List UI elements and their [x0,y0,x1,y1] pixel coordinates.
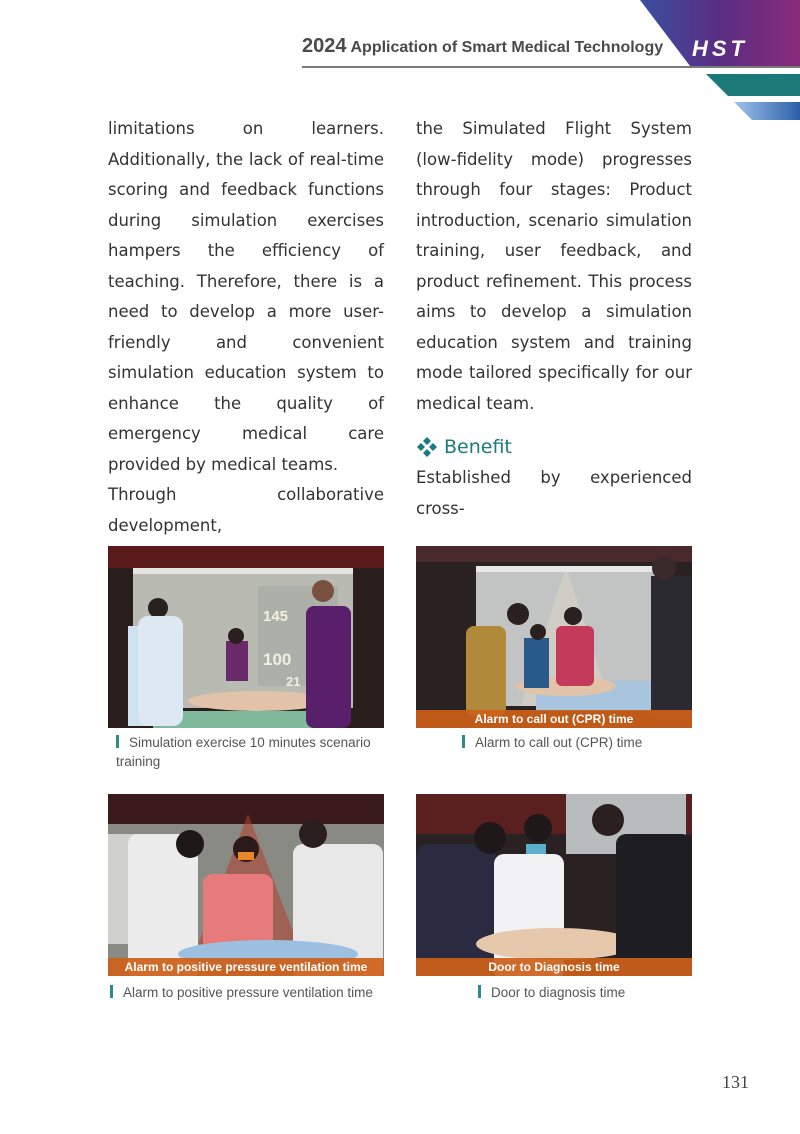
corner-decoration [0,0,800,130]
benefit-heading [416,431,692,463]
running-header [302,35,663,58]
benefit-heading-text: Benefit [444,436,512,458]
photo-simulation-exercise [108,546,384,728]
page-number: 131 [722,1072,749,1092]
photo-door-to-diagnosis [416,794,692,976]
right-column [416,114,692,524]
header-rule [302,66,800,68]
photo-cpr-callout [416,546,692,728]
caption-4 [478,983,688,1002]
caption-2 [462,733,692,752]
caption-4-text: Door to diagnosis time [491,985,626,1000]
caption-2-text: Alarm to call out (CPR) time [475,735,643,750]
left-paragraph-1: limitations on learners. Additionally, the lack of real-time scoring and feedback functions during simulation exercises hampers the efficiency of teaching. Therefore, there is a need to develop a more user-friendly and convenient simulation education system to enhance the quality of emergency medical care provided by medical teams. [108,119,384,474]
left-column [108,114,384,541]
four-diamond-ornament-icon [416,436,438,458]
right-paragraph-1: the Simulated Flight System (low-fidelity mode) progresses through four stages: Product introduction, scenario simulation training, user feedback, and product refinement. This process aims to develop a simulation education system and training mode tailored specifically for our medical team. [416,119,692,413]
caption-1-text: Simulation exercise 10 minutes scenario training [116,735,371,769]
caption-marker [478,985,481,998]
caption-3-text: Alarm to positive pressure ventilation time [123,985,373,1000]
caption-1 [116,733,386,771]
photo-ppv [108,794,384,976]
left-paragraph-2: Through collaborative development, [108,485,384,535]
right-paragraph-2: Established by experienced cross- [416,468,692,518]
caption-marker [462,735,465,748]
header-year: 2024 [302,35,347,57]
photo-3-overlay: Alarm to positive pressure ventilation time [108,958,384,976]
caption-3 [110,983,390,1002]
monitor-number-2: 100 [263,650,292,669]
monitor-number-3: 21 [286,674,301,689]
photo-2-overlay: Alarm to call out (CPR) time [416,710,692,728]
hst-logo: HST [692,36,748,61]
caption-marker [116,735,119,748]
monitor-number-1: 145 [263,608,289,625]
caption-marker [110,985,113,998]
photo-4-overlay: Door to Diagnosis time [416,958,692,976]
header-title: Application of Smart Medical Technology [350,39,664,56]
